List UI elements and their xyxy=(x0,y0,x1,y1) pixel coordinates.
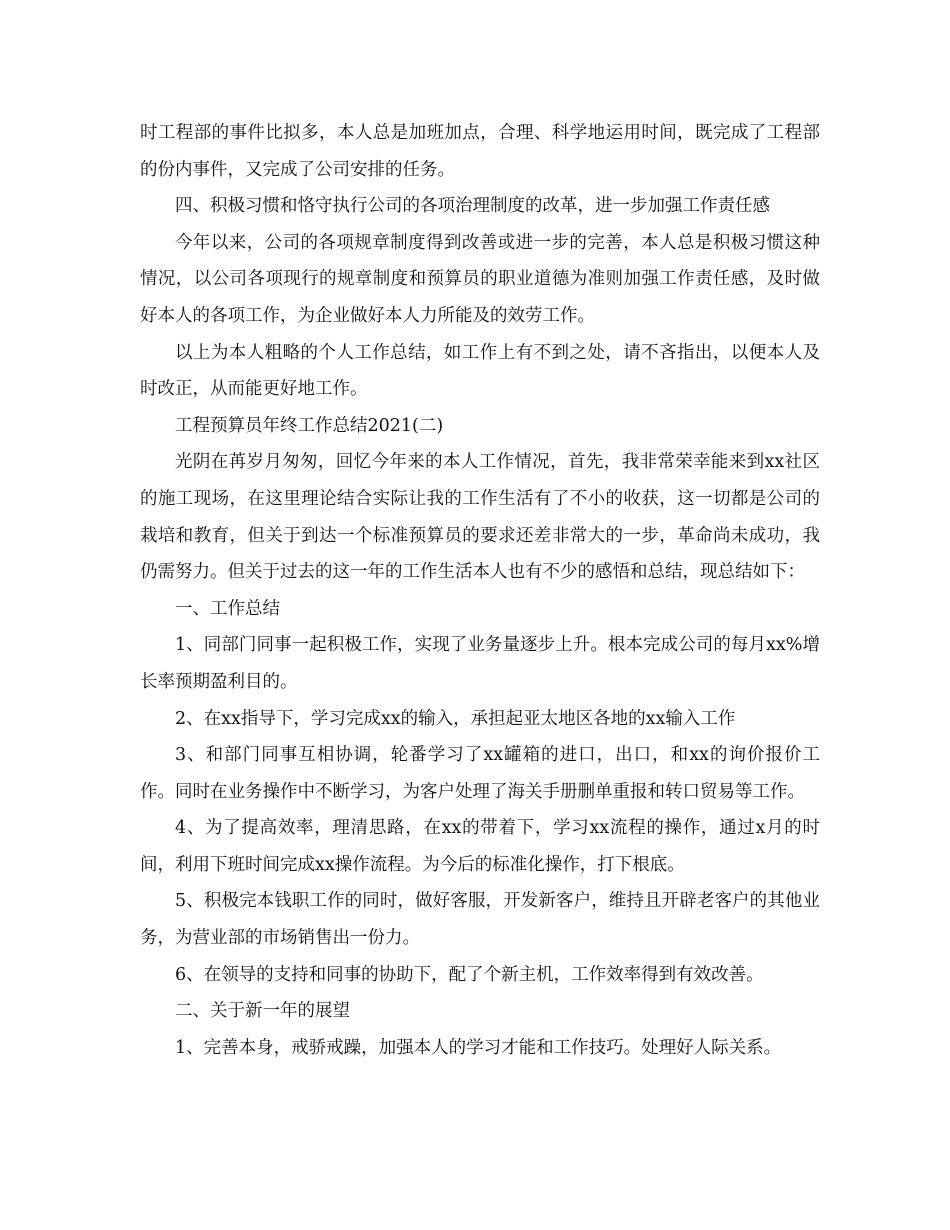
list-item-outlook-1: 1、完善本身，戒骄戒躁，加强本人的学习才能和工作技巧。处理好人际关系。 xyxy=(175,1037,782,1058)
paragraph-section-four-heading: 四、积极习惯和恪守执行公司的各项治理制度的改革，进一步加强工作责任感 xyxy=(175,196,770,217)
list-item-5: 5、积极完本钱职工作的同时，做好客服，开发新客户，维持且开辟老客户的其他业务，为营业部的市场销售出一份力。 xyxy=(140,891,820,949)
paragraph-continued: 时工程部的事件比拟多，本人总是加班加点，合理、科学地运用时间，既完成了工程部的份内事件，又完成了公司安排的任务。 xyxy=(140,123,820,180)
list-item-4: 4、为了提高效率，理清思路，在xx的带着下，学习xx流程的操作，通过x月的时间，利用下班时间完成xx操作流程。为今后的标准化操作，打下根底。 xyxy=(140,818,820,875)
section-heading-work-summary: 一、工作总结 xyxy=(175,598,280,619)
paragraph-summary-closing: 以上为本人粗略的个人工作总结，如工作上有不到之处，请不吝指出，以便本人及时改正，从而能更好地工作。 xyxy=(140,342,820,400)
list-item-2: 2、在xx指导下，学习完成xx的输入，承担起亚太地区各地的xx输入工作 xyxy=(175,708,736,729)
list-item-6: 6、在领导的支持和同事的协助下，配了个新主机，工作效率得到有效改善。 xyxy=(175,964,764,985)
document-body xyxy=(140,115,820,1066)
paragraph-intro: 光阴在苒岁月匆匆，回忆今年来的本人工作情况，首先，我非常荣幸能来到xx社区的施工现场，在这里理论结合实际让我的工作生活有了不小的收获，这一切都是公司的栽培和教育，但关于到达一个标准预算员的要求还差非常大的一步，革命尚未成功，我仍需努力。但关于过去的这一年的工作生活本人也有不少的感悟和总结，现总结如下： xyxy=(140,452,820,583)
paragraph-rules-adaptation: 今年以来，公司的各项规章制度得到改善或进一步的完善，本人总是积极习惯这种情况，以公司各项现行的规章制度和预算员的职业道德为准则加强工作责任感，及时做好本人的各项工作，为企业做好本人力所能及的效劳工作。 xyxy=(140,232,820,326)
list-item-3: 3、和部门同事互相协调，轮番学习了xx罐箱的进口，出口，和xx的询价报价工作。同时在业务操作中不断学习，为客户处理了海关手册删单重报和转口贸易等工作。 xyxy=(140,745,820,802)
list-item-1: 1、同部门同事一起积极工作，实现了业务量逐步上升。根本完成公司的每月xx%增长率预期盈利目的。 xyxy=(140,635,820,692)
section-heading-outlook: 二、关于新一年的展望 xyxy=(175,1001,350,1022)
document-subtitle: 工程预算员年终工作总结2021(二) xyxy=(175,415,444,436)
